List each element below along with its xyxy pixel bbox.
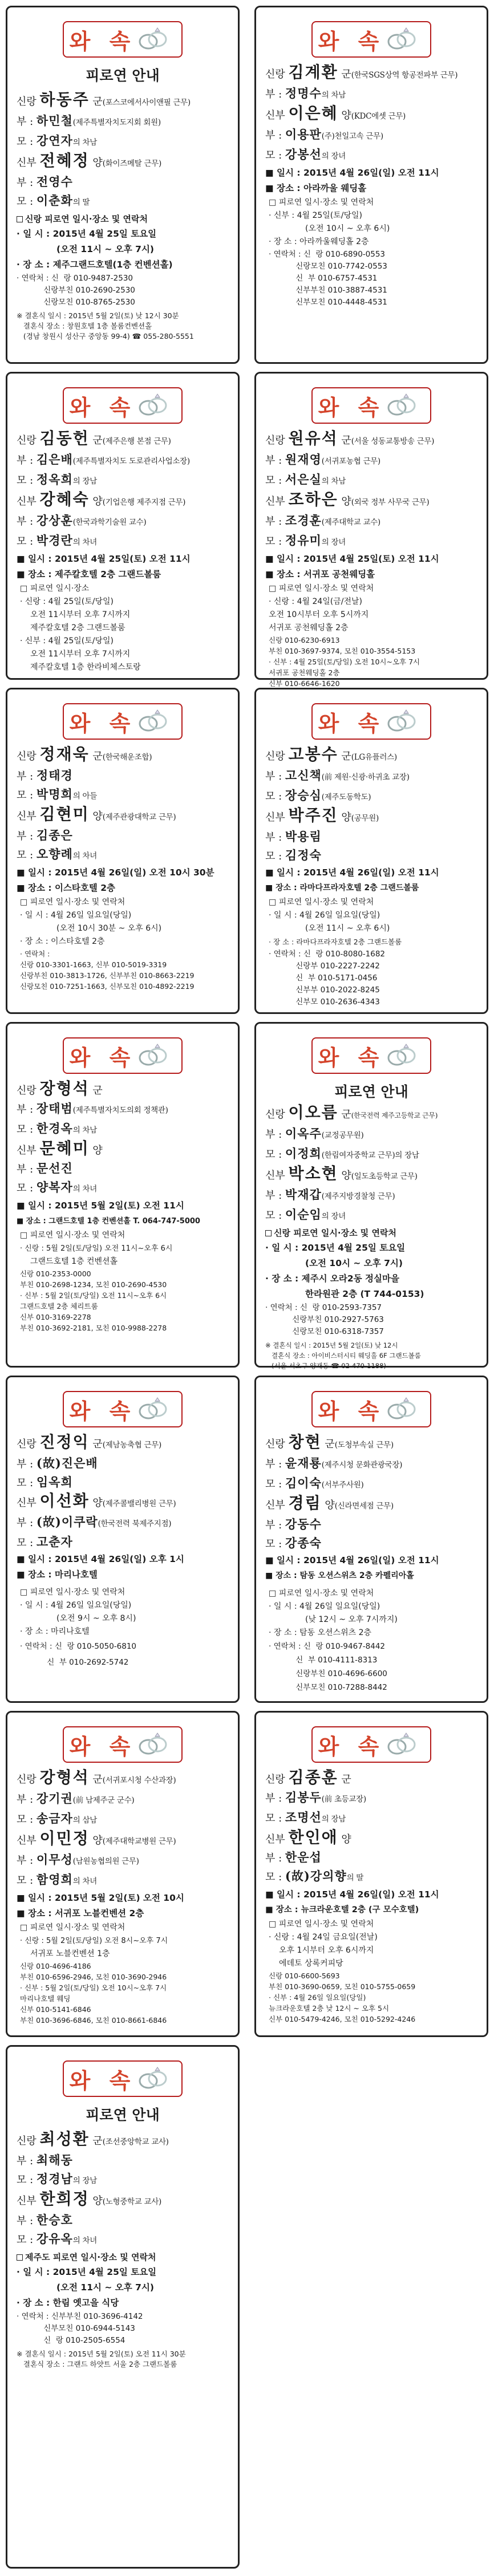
wedding-logo bbox=[311, 1037, 431, 1074]
wedding-logo bbox=[311, 387, 431, 424]
ceremony-date: ■ 일시 : 2015년 5월 2일(토) 오전 11시 bbox=[17, 1200, 184, 1211]
mother-line: 모 : 강연자의 차남 bbox=[17, 133, 97, 148]
header-word: 와 속 bbox=[318, 29, 385, 54]
groom-line: 신랑 김종훈 군 bbox=[265, 1768, 351, 1787]
bride-father-line: 부 : 김종은 bbox=[17, 828, 73, 842]
contacts: 신랑 010-6600-5693 부친 010-3690-0659, 모친 010-5755-0659 · 신부 : 4월 26일 일요일(당일) 뉴크라운호텔 2층 낮 12시 ~ 오후 5시 신부 010-5479-4246, 모친 010-5292-4246 bbox=[269, 1971, 416, 2023]
reception-line: · 신부 : 4월 25일(토/당일) bbox=[269, 211, 362, 220]
bride-line: 신부 전혜정 양(화이즈메탈 근무) bbox=[17, 151, 161, 170]
contacts: · 연락처 : 신 랑 010-9487-2530 신랑부친 010-2690-2530 신랑모친 010-8765-2530 bbox=[17, 274, 135, 307]
bride-father-line: 부 : 한승호 bbox=[17, 2213, 73, 2227]
ceremony-place: ■ 장소 : 마리나호텔 bbox=[17, 1569, 98, 1580]
ceremony-place: ■ 장소 : 라마다프라자호텔 2층 그랜드볼룸 bbox=[265, 883, 419, 893]
reception-heading: □ 피로연 일시·장소 및 연락처 bbox=[20, 898, 125, 907]
bride-line: 신부 한희정 양(노형중학교 교사) bbox=[17, 2189, 161, 2208]
bride-mother-line: 모 : 함영희의 차녀 bbox=[17, 1872, 97, 1887]
mother-line: 모 : 조명선의 장남 bbox=[265, 1810, 346, 1824]
reception-heading: 제주도 피로연 일시·장소 및 연락처 bbox=[17, 2250, 229, 2265]
wedding-logo bbox=[311, 703, 431, 740]
bride-father-line: 부 : 전영수 bbox=[17, 175, 73, 189]
reception-line: · 장 소 : 이스타호텔 2층 bbox=[20, 937, 105, 946]
rings-icon bbox=[135, 1732, 171, 1757]
father-line: 부 : 하민철(제주특별자치도지회 회원) bbox=[17, 113, 161, 128]
reception-line: · 신부 : 4월 25일(토/당일) bbox=[20, 636, 114, 646]
notice-title: 피로연 안내 bbox=[86, 2107, 160, 2123]
wedding-card-11 bbox=[6, 1711, 240, 2037]
reception-line: (오전 11시 ~ 오후 6시) bbox=[305, 924, 390, 933]
wedding-note: ※ 결혼식 일시 : 2015년 5월 2일(토) 낮 12시 30분 결혼식 장소 : 창원호텔 1층 볼룸컨벤션홀 (경남 창원시 성산구 중앙동 99-4) ☎ 055-280-5551 bbox=[17, 311, 194, 340]
reception-date: · 일 시 : 2015년 4월 25일 토요일 bbox=[17, 229, 157, 239]
notice-title: 피로연 안내 bbox=[334, 1084, 408, 1100]
groom-line: 신랑 고봉수 군(LG유플러스) bbox=[265, 745, 397, 764]
bride-mother-line: 모 : (故)강의향의 딸 bbox=[265, 1869, 364, 1883]
wedding-logo bbox=[63, 387, 183, 424]
groom-line: 신랑 김계환 군(한국SGS상역 항공전파부 근무) bbox=[265, 63, 458, 82]
header-word: 와 속 bbox=[318, 1398, 385, 1424]
bride-father-line: 부 : 이용판(주)천일고속 근무) bbox=[265, 127, 383, 141]
card-header bbox=[265, 15, 477, 63]
header-word: 와 속 bbox=[69, 29, 136, 54]
wedding-card-13 bbox=[6, 2045, 240, 2569]
card-header bbox=[17, 1721, 229, 1768]
contacts: · 연락처 : 신 랑 010-6890-0553 신랑모친 010-7742-0553 신 부 010-6757-4531 신부부친 010-3887-4531 신부모친 010-4448-4531 bbox=[269, 250, 387, 307]
bride-mother-line: 모 : 강종숙 bbox=[265, 1536, 322, 1550]
mother-line: 모 : 서은실의 차남 bbox=[265, 472, 346, 486]
ceremony-date: ■ 일시 : 2015년 4월 26일(일) 오전 11시 bbox=[265, 168, 439, 178]
card-header bbox=[265, 1721, 477, 1768]
groom-line: 신랑 진정익 군(제남농축협 근무) bbox=[17, 1433, 161, 1451]
mother-line: 모 : 김이숙(서부주사원) bbox=[265, 1476, 364, 1490]
bride-father-line: 부 : 강동수 bbox=[265, 1517, 322, 1531]
bride-line: 신부 이선화 양(제주콜밸리병원 근무) bbox=[17, 1491, 176, 1510]
wedding-card-12 bbox=[254, 1711, 488, 2037]
contacts: 신랑 010-2353-0000 부친 010-2698-1234, 모친 010-2690-4530 · 신부 : 5월 2일(토/당일) 오전 11시~오후 6시 그랜드호텔 2층 체리트룸 신부 010-3169-2278 부친 010-3692-2181, 모친 010-9988-2278 bbox=[20, 1269, 167, 1332]
card-header bbox=[17, 15, 229, 63]
reception-line: · 일 시 : 4월 26일 일요일(당일) bbox=[20, 1601, 132, 1610]
header-word: 와 속 bbox=[69, 711, 136, 736]
card-header bbox=[17, 1032, 229, 1080]
bride-line: 신부 조하은 양(외국 정부 사무국 근무) bbox=[265, 490, 430, 509]
ceremony-place: ■ 장소 : 제주칼호텔 2층 그랜드볼룸 bbox=[17, 569, 161, 579]
bride-father-line: 부 : 문선진 bbox=[17, 1161, 73, 1175]
rings-icon bbox=[135, 393, 171, 418]
bride-mother-line: 모 : 양복자의 차녀 bbox=[17, 1180, 97, 1194]
contacts: 신랑 010-4696-4186 부친 010-6596-2946, 모친 010-3690-2946 · 신부 : 5월 2일(토/당일) 오전 10시~오후 7시 마리나호텔 웨딩 신부 010-5141-6846 부친 010-3696-6846, 모친 010-8661-6846 bbox=[20, 1962, 167, 2025]
reception-heading: □ 피로연 일시·장소 및 연락처 bbox=[269, 898, 374, 907]
reception-line: · 일 시 : 4월 26일 일요일(당일) bbox=[20, 911, 132, 920]
notice-title: 피로연 안내 bbox=[86, 67, 160, 84]
wedding-card-5 bbox=[6, 688, 240, 1014]
groom-line: 신랑 원유석 군(서울 성동교통방송 근무) bbox=[265, 429, 435, 448]
reception-line: · 신랑 : 5월 2일(토/당일) 오전 11시~오후 6시 bbox=[20, 1244, 173, 1253]
reception-heading: □ 피로연 일시·장소 및 연락처 bbox=[269, 584, 374, 593]
ceremony-place: ■ 장소 : 서귀포 공천웨딩홀 bbox=[265, 569, 375, 579]
reception-line: · 장 소 : 탐동 오션스위츠 2층 bbox=[269, 1628, 372, 1637]
ceremony-place: ■ 장소 : 탐동 오션스위츠 2층 카펠리아홀 bbox=[265, 1571, 414, 1580]
groom-line: 신랑 이오름 군(한국전력 제주고등학교 근무) bbox=[265, 1103, 438, 1122]
reception-line: 서귀포 공천웨딩홀 2층 bbox=[269, 623, 349, 632]
reception-line: · 장 소 : 마리나호텔 bbox=[20, 1627, 90, 1636]
header-word: 와 속 bbox=[69, 1045, 136, 1070]
mother-line: 모 : 한경옥의 차남 bbox=[17, 1121, 97, 1135]
contacts: · 연락처 : 신 랑 010-5050-6810 신 부 010-2692-5742 bbox=[20, 1642, 137, 1667]
groom-line: 신랑 창현 군(도청부속실 근무) bbox=[265, 1433, 394, 1451]
rings-icon bbox=[135, 1397, 171, 1422]
ceremony-place: ■ 장소 : 뉴크라운호텔 2층 (구 모수호텔) bbox=[265, 1905, 419, 1914]
bride-father-line: 부 : 박용림 bbox=[265, 829, 322, 843]
card-header bbox=[265, 1032, 477, 1080]
checkbox-icon bbox=[265, 1230, 272, 1236]
contacts: · 연락처 : 신부부친 010-3696-4142 신부모친 010-6944-5143 신 랑 010-2505-6554 bbox=[17, 2312, 143, 2345]
ceremony-place: ■ 장소 : 서귀포 노블컨벤션 2층 bbox=[17, 1908, 144, 1918]
bride-mother-line: 모 : 오향례의 차녀 bbox=[17, 847, 97, 861]
reception-place: · 장 소 : 제주시 오라2동 정실마을 bbox=[265, 1273, 399, 1284]
wedding-logo bbox=[311, 1391, 431, 1427]
bride-line: 신부 박주진 양(공무원) bbox=[265, 806, 379, 825]
card-header bbox=[265, 697, 477, 745]
bride-mother-line: 모 : 이순임의 장녀 bbox=[265, 1207, 346, 1222]
reception-line: 오전 11시부터 오후 7시까지 bbox=[30, 650, 131, 659]
wedding-card-3 bbox=[6, 372, 240, 680]
bride-father-line: 부 : 강상훈(한국과학기술원 교수) bbox=[17, 513, 147, 528]
groom-line: 신랑 하동주 군(포스코에서사이앤필 근무) bbox=[17, 90, 191, 109]
reception-hours: (오전 11시 ~ 오후 7시) bbox=[56, 244, 154, 254]
ceremony-date: ■ 일시 : 2015년 4월 26일(일) 오전 11시 bbox=[265, 1555, 439, 1565]
reception-line: · 장 소 : 라마다프라자호텔 2층 그랜드볼룸 bbox=[269, 938, 402, 946]
reception-hours: (오전 11시 ~ 오후 7시) bbox=[56, 2282, 154, 2293]
reception-line: · 신랑 : 4월 24일(금/전날) bbox=[269, 597, 362, 606]
bride-line: 신부 한인애 양 bbox=[265, 1828, 351, 1847]
rings-icon bbox=[135, 1043, 171, 1068]
father-line: 부 : 최해동 bbox=[17, 2153, 73, 2167]
reception-line: 제주칼호텔 2층 그랜드볼룸 bbox=[30, 623, 125, 632]
card-header bbox=[17, 1385, 229, 1433]
wedding-logo bbox=[63, 703, 183, 740]
reception-heading: 신랑 피로연 일시·장소 및 연락처 bbox=[265, 1226, 477, 1240]
contacts: · 연락처 : 신 랑 010-8080-1682 신랑부 010-2227-2242 신 부 010-5171-0456 신부부 010-2022-8245 신부모 010-2636-4343 bbox=[269, 950, 386, 1007]
wedding-card-7 bbox=[6, 1022, 240, 1368]
mother-line: 모 : 송금자의 삼남 bbox=[17, 1811, 97, 1825]
header-word: 와 속 bbox=[318, 1045, 385, 1070]
rings-icon bbox=[383, 393, 420, 418]
rings-icon bbox=[383, 1397, 420, 1422]
bride-line: 신부 이민정 양(제주대학교병원 근무) bbox=[17, 1829, 176, 1848]
card-header bbox=[17, 2055, 229, 2103]
groom-line: 신랑 최성환 군(조선중앙학교 교사) bbox=[17, 2129, 169, 2148]
reception-line: 오전 11시부터 오후 7시까지 bbox=[30, 610, 131, 619]
ceremony-date: ■ 일시 : 2015년 4월 25일(토) 오전 11시 bbox=[17, 554, 191, 564]
wedding-logo bbox=[63, 1037, 183, 1074]
reception-line: · 일 시 : 4월 26일 일요일(당일) bbox=[269, 1602, 380, 1611]
bride-mother-line: 모 : 김정숙 bbox=[265, 848, 322, 862]
reception-line: (오전 9시 ~ 오후 8시) bbox=[56, 1614, 136, 1623]
rings-icon bbox=[383, 709, 420, 734]
wedding-logo bbox=[311, 21, 431, 58]
father-line: 부 : 장태범(제주특별자치도의회 정책관) bbox=[17, 1101, 168, 1115]
rings-icon bbox=[135, 2066, 171, 2091]
card-header bbox=[17, 382, 229, 429]
wedding-logo bbox=[63, 1726, 183, 1763]
ceremony-place: ■ 장소 : 아라까울 웨딩홀 bbox=[265, 183, 367, 193]
reception-date: · 일 시 : 2015년 4월 25일 토요일 bbox=[17, 2267, 157, 2277]
rings-icon bbox=[135, 27, 171, 52]
mother-line: 모 : 정옥희의 장남 bbox=[17, 472, 97, 486]
checkbox-icon bbox=[17, 216, 23, 222]
bride-line: 신부 이은혜 양(KDC에셋 근무) bbox=[265, 104, 406, 123]
ceremony-place: ■ 장소 : 그랜드호텔 1층 컨벤션홀 T. 064-747-5000 bbox=[17, 1217, 200, 1226]
mother-line: 모 : 임옥희 bbox=[17, 1475, 73, 1489]
reception-hours: (오전 10시 ~ 오후 7시) bbox=[305, 1258, 403, 1268]
bride-mother-line: 모 : 박경란의 차녀 bbox=[17, 533, 97, 547]
reception-heading: □ 피로연 일시·장소 및 연락처 bbox=[269, 1589, 374, 1598]
wedding-logo bbox=[63, 2060, 183, 2097]
father-line: 부 : 정명수의 차남 bbox=[265, 86, 346, 100]
bride-line: 신부 강혜숙 양(기업은행 제주지점 근무) bbox=[17, 490, 186, 509]
bride-line: 신부 경림 양(신라면세점 근무) bbox=[265, 1494, 394, 1512]
reception-line: (낮 12시 ~ 오후 7시까지) bbox=[305, 1615, 398, 1624]
father-line: 부 : 이옥주(교정공무원) bbox=[265, 1126, 364, 1141]
contacts: · 연락처 : 신랑 010-3301-1663, 신부 010-5019-3319 신랑부친 010-3813-1726, 신부부친 010-8663-2219 신랑모친 010-7251-1663, 신부모친 010-4892-2219 bbox=[20, 950, 195, 991]
card-header bbox=[265, 382, 477, 429]
reception-place: · 장 소 : 한림 옛고을 식당 bbox=[17, 2298, 119, 2308]
bride-father-line: 부 : 조경훈(제주대학교 교수) bbox=[265, 513, 380, 528]
reception-line: 오전 10시부터 오후 5시까지 bbox=[269, 610, 369, 619]
reception-line: (오전 10시 ~ 오후 6시) bbox=[305, 224, 390, 233]
reception-line: · 신랑 : 4월 25일(토/당일) bbox=[20, 597, 114, 606]
header-word: 와 속 bbox=[69, 1734, 136, 1759]
bride-mother-line: 모 : 강유옥의 차녀 bbox=[17, 2232, 97, 2246]
wedding-logo bbox=[63, 1391, 183, 1427]
father-line: 부 : 원재영(서귀포농협 근무) bbox=[265, 452, 380, 466]
ceremony-date: ■ 일시 : 2015년 4월 26일(일) 오전 11시 bbox=[265, 867, 439, 878]
reception-heading: □ 피로연 일시·장소 및 연락처 bbox=[20, 1588, 125, 1597]
father-line: 부 : 정태경 bbox=[17, 768, 73, 782]
wedding-logo bbox=[311, 1726, 431, 1763]
father-line: 부 : 강기권(前 남제주군 군수) bbox=[17, 1791, 135, 1806]
mother-line: 모 : 장승심(제주도동학도) bbox=[265, 788, 371, 802]
header-word: 와 속 bbox=[69, 1398, 136, 1424]
bride-mother-line: 모 : 고춘자 bbox=[17, 1535, 73, 1549]
father-line: 부 : (故)진은배 bbox=[17, 1456, 98, 1470]
header-word: 와 속 bbox=[69, 2068, 136, 2094]
reception-heading: 신랑 피로연 일시·장소 및 연락처 bbox=[17, 212, 229, 226]
bride-mother-line: 모 : 이춘화의 딸 bbox=[17, 193, 90, 208]
rings-icon bbox=[383, 1043, 420, 1068]
reception-place-2: 한라원관 2층 (T 744-0153) bbox=[305, 1289, 424, 1299]
reception-line: 에데토 상록커피당 bbox=[279, 1959, 343, 1968]
bride-father-line: 부 : 이무성(남원농협의원 근무) bbox=[17, 1852, 139, 1867]
reception-line: · 일 시 : 4월 26일 일요일(당일) bbox=[269, 911, 380, 920]
father-line: 부 : 윤재룡(제주시청 문화관광국장) bbox=[265, 1456, 403, 1470]
reception-line: · 신랑 : 5월 2일(토/당일) 오전 8시~오후 7시 bbox=[20, 1937, 168, 1945]
wedding-note: ※ 결혼식 일시 : 2015년 5월 2일(토) 낮 12시 결혼식 장소 : 아이비스터시티 웨딩홀 6F 그랜드볼룸 (서울 서초구 양재동 ☎ 02-470-1188) bbox=[265, 1341, 421, 1370]
contacts: · 연락처 : 신 랑 010-2593-7357 신랑부친 010-2927-5763 신랑모친 010-6318-7357 bbox=[265, 1303, 384, 1336]
reception-heading: □ 피로연 일시·장소 및 연락처 bbox=[269, 1920, 374, 1929]
father-line: 부 : 김봉두(前 초등교장) bbox=[265, 1790, 366, 1804]
wedding-card-10 bbox=[254, 1376, 488, 1703]
wedding-card-9 bbox=[6, 1376, 240, 1703]
wedding-card-2 bbox=[254, 6, 488, 364]
header-word: 와 속 bbox=[69, 395, 136, 420]
reception-heading: □ 피로연 일시·장소 및 연락처 bbox=[20, 1231, 125, 1240]
bride-line: 신부 문혜미 양 bbox=[17, 1139, 103, 1158]
groom-line: 신랑 장형석 군 bbox=[17, 1079, 103, 1098]
mother-line: 모 : 정경남의 장남 bbox=[17, 2172, 97, 2186]
ceremony-date: ■ 일시 : 2015년 5월 2일(토) 오전 10시 bbox=[17, 1893, 184, 1903]
reception-date: · 일 시 : 2015년 4월 25일 토요일 bbox=[265, 1243, 406, 1253]
reception-place: · 장 소 : 제주그랜드호텔(1층 컨벤션홀) bbox=[17, 259, 173, 270]
reception-line: 서귀포 노블컨벤션 1층 bbox=[30, 1949, 110, 1958]
wedding-logo bbox=[63, 21, 183, 58]
reception-line: 오후 1시부터 오후 6시까지 bbox=[279, 1946, 374, 1955]
ceremony-date: ■ 일시 : 2015년 4월 26일(일) 오전 11시 bbox=[265, 1889, 439, 1900]
reception-heading: □ 피로연 일시·장소 및 연락처 bbox=[269, 198, 374, 207]
bride-father-line: 부 : 한운섭 bbox=[265, 1850, 322, 1864]
mother-line: 모 : 박명희의 아들 bbox=[17, 787, 97, 801]
rings-icon bbox=[383, 27, 420, 52]
card-header bbox=[17, 697, 229, 745]
header-word: 와 속 bbox=[318, 711, 385, 736]
father-line: 부 : 김은배(제주특별자치도 도로관리사업소장) bbox=[17, 452, 190, 466]
checkbox-icon bbox=[17, 2254, 23, 2261]
bride-line: 신부 김현미 양(제주관광대학교 근무) bbox=[17, 805, 176, 823]
reception-heading: □ 피로연 일시·장소 bbox=[20, 584, 90, 593]
header-word: 와 속 bbox=[318, 395, 385, 420]
reception-line: (오전 10시 30분 ~ 오후 6시) bbox=[56, 924, 162, 933]
contacts: 신랑 010-6230-6913 부친 010-3697-9374, 모친 010-3554-5153 · 신부 : 4월 25일(토/당일) 오전 10시~오후 7시 서귀포 공천웨딩홀 2층 신부 010-6646-1620 bbox=[269, 636, 420, 688]
ceremony-date: ■ 일시 : 2015년 4월 26일(일) 오후 1시 bbox=[17, 1554, 184, 1564]
reception-line: 그랜드호텔 1층 컨벤션홀 bbox=[30, 1257, 118, 1266]
ceremony-date: ■ 일시 : 2015년 4월 26일(일) 오전 10시 30분 bbox=[17, 867, 214, 878]
mother-line: 모 : 이정희(한림여자중학교 근무)의 장남 bbox=[265, 1146, 419, 1161]
father-line: 부 : 고신책(前 제원·신광·하귀초 교장) bbox=[265, 768, 410, 782]
wedding-card-1 bbox=[6, 6, 240, 364]
wedding-card-6 bbox=[254, 688, 488, 1014]
wedding-card-8 bbox=[254, 1022, 488, 1368]
bride-father-line: 부 : 박재갑(제주지방경찰청 근무) bbox=[265, 1187, 395, 1202]
ceremony-place: ■ 장소 : 이스타호텔 2층 bbox=[17, 883, 115, 893]
bride-mother-line: 모 : 정유미의 장녀 bbox=[265, 533, 346, 547]
contacts: · 연락처 : 신 랑 010-9467-8442 신 부 010-4111-8313 신랑부친 010-4696-6600 신부모친 010-7288-8442 bbox=[269, 1642, 387, 1692]
bride-line: 신부 박소현 양(일도초등학교 근무) bbox=[265, 1164, 418, 1183]
rings-icon bbox=[383, 1732, 420, 1757]
groom-line: 신랑 정재욱 군(한국해운조합) bbox=[17, 745, 152, 764]
bride-mother-line: 모 : 강봉선의 장녀 bbox=[265, 147, 346, 161]
card-header bbox=[265, 1385, 477, 1433]
wedding-note: ※ 결혼식 일시 : 2015년 5월 2일(토) 오전 11시 30분 결혼식 장소 : 그랜드 하얏트 서울 2층 그랜드볼룸 bbox=[17, 2350, 186, 2368]
reception-line: 제주칼호텔 1층 한라비체스토랑 bbox=[30, 663, 141, 672]
groom-line: 신랑 강형석 군(서귀포시청 수산과장) bbox=[17, 1768, 176, 1787]
header-word: 와 속 bbox=[318, 1734, 385, 1759]
rings-icon bbox=[135, 709, 171, 734]
bride-father-line: 부 : (故)이쿠락(한국전력 북제주지점) bbox=[17, 1515, 172, 1529]
groom-line: 신랑 김동헌 군(제주은행 본점 근무) bbox=[17, 429, 171, 448]
ceremony-date: ■ 일시 : 2015년 4월 25일(토) 오전 11시 bbox=[265, 554, 439, 564]
wedding-card-4 bbox=[254, 372, 488, 688]
reception-line: · 장 소 : 아라까울웨딩홀 2층 bbox=[269, 237, 369, 246]
reception-heading: □ 피로연 일시·장소 및 연락처 bbox=[20, 1923, 125, 1932]
reception-line: · 신랑 : 4월 24일 금요일(전날) bbox=[269, 1933, 378, 1942]
